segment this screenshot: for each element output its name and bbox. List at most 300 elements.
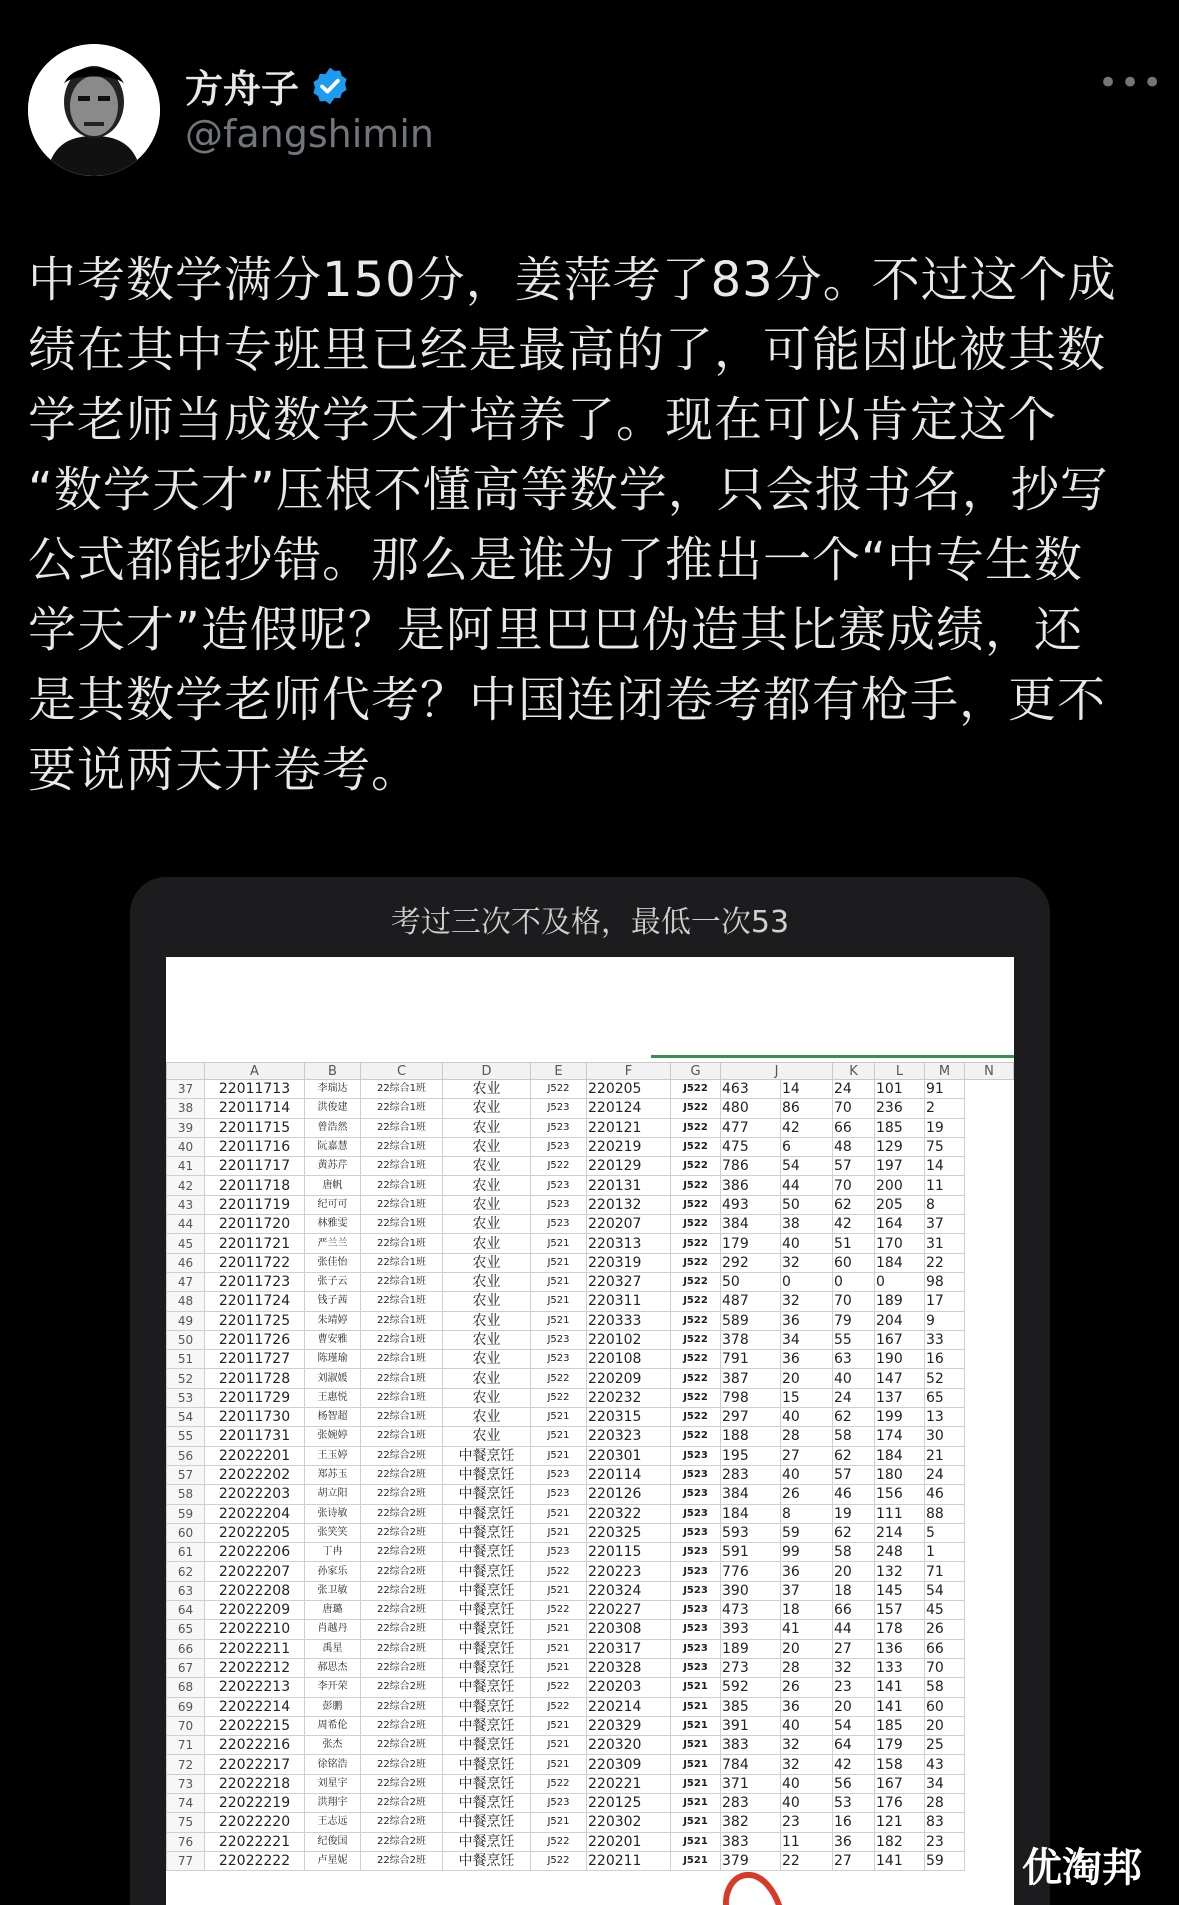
table-cell: 167 (875, 1330, 925, 1349)
table-cell: 59 (781, 1523, 833, 1542)
table-cell: J521 (531, 1620, 587, 1639)
table-cell: 158 (875, 1755, 925, 1774)
table-row (167, 1253, 1014, 1272)
table-cell: 32 (781, 1755, 833, 1774)
row-number: 60 (167, 1523, 205, 1542)
table-cell: 386 (721, 1176, 781, 1195)
table-cell: J523 (531, 1099, 587, 1118)
table-cell: 丁冉 (305, 1543, 361, 1562)
row-number: 44 (167, 1215, 205, 1234)
table-cell: 189 (721, 1639, 781, 1658)
table-cell: 60 (925, 1697, 965, 1716)
table-cell: 371 (721, 1774, 781, 1793)
table-cell: 184 (721, 1504, 781, 1523)
row-number: 77 (167, 1851, 205, 1870)
table-cell: J522 (531, 1601, 587, 1620)
table-cell: 杨智超 (305, 1408, 361, 1427)
table-cell: J522 (671, 1427, 721, 1446)
table-cell: 22011722 (205, 1253, 305, 1272)
table-row (167, 1697, 1014, 1716)
table-cell: 中餐烹饪 (443, 1716, 531, 1735)
table-cell: J521 (671, 1813, 721, 1832)
table-cell: 22综合1班 (361, 1099, 443, 1118)
table-cell: 中餐烹饪 (443, 1755, 531, 1774)
corner-cell (167, 1063, 205, 1080)
table-cell: 22022218 (205, 1774, 305, 1793)
table-cell: 22022207 (205, 1562, 305, 1581)
table-cell: 493 (721, 1195, 781, 1214)
row-number: 38 (167, 1099, 205, 1118)
table-cell: 220102 (587, 1330, 671, 1349)
table-cell: 中餐烹饪 (443, 1523, 531, 1542)
table-cell: 70 (833, 1099, 875, 1118)
table-cell: J522 (671, 1215, 721, 1234)
table-cell: 236 (875, 1099, 925, 1118)
table-row (167, 1774, 1014, 1793)
table-cell: J521 (531, 1504, 587, 1523)
table-cell: 591 (721, 1543, 781, 1562)
table-cell: J523 (671, 1581, 721, 1600)
table-cell: 徐铭浩 (305, 1755, 361, 1774)
table-cell: 22011724 (205, 1292, 305, 1311)
table-cell: 22022215 (205, 1716, 305, 1735)
table-cell: 李开荣 (305, 1678, 361, 1697)
table-row (167, 1272, 1014, 1291)
table-cell: 382 (721, 1813, 781, 1832)
table-cell: 8 (925, 1195, 965, 1214)
table-cell: J523 (671, 1543, 721, 1562)
table-cell: 农业 (443, 1330, 531, 1349)
table-cell: J521 (531, 1755, 587, 1774)
table-cell: 248 (875, 1543, 925, 1562)
table-cell: 22综合2班 (361, 1581, 443, 1600)
row-number: 76 (167, 1832, 205, 1851)
table-cell: J522 (531, 1774, 587, 1793)
table-cell: 164 (875, 1215, 925, 1234)
table-cell: 22022220 (205, 1813, 305, 1832)
row-number: 48 (167, 1292, 205, 1311)
table-cell: 220308 (587, 1620, 671, 1639)
table-cell: 22011728 (205, 1369, 305, 1388)
table-cell: J523 (531, 1465, 587, 1484)
table-cell: 郝思杰 (305, 1658, 361, 1677)
table-cell: 220219 (587, 1137, 671, 1156)
table-cell: 387 (721, 1369, 781, 1388)
column-header: A (205, 1063, 305, 1080)
table-cell: 农业 (443, 1388, 531, 1407)
table-cell: 20 (833, 1562, 875, 1581)
table-cell: 22综合2班 (361, 1832, 443, 1851)
table-cell: J523 (671, 1601, 721, 1620)
table-cell: 22综合1班 (361, 1330, 443, 1349)
table-cell: J521 (531, 1639, 587, 1658)
table-cell: 197 (875, 1157, 925, 1176)
table-cell: J523 (531, 1215, 587, 1234)
row-number: 37 (167, 1080, 205, 1099)
table-cell: 26 (781, 1678, 833, 1697)
row-number: 50 (167, 1330, 205, 1349)
table-cell: 204 (875, 1311, 925, 1330)
table-cell: 220227 (587, 1601, 671, 1620)
table-cell: 22综合2班 (361, 1639, 443, 1658)
row-number: 45 (167, 1234, 205, 1253)
table-cell: 475 (721, 1137, 781, 1156)
avatar[interactable] (28, 44, 160, 176)
table-cell: 776 (721, 1562, 781, 1581)
table-row (167, 1851, 1014, 1870)
table-cell: 张卫敏 (305, 1581, 361, 1600)
table-cell: 中餐烹饪 (443, 1581, 531, 1600)
table-cell: J522 (531, 1369, 587, 1388)
table-cell: 133 (875, 1658, 925, 1677)
column-header: C (361, 1063, 443, 1080)
table-cell: 54 (925, 1581, 965, 1600)
table-cell: 唐帆 (305, 1176, 361, 1195)
table-cell: 胡立阳 (305, 1485, 361, 1504)
row-number: 72 (167, 1755, 205, 1774)
table-cell: 137 (875, 1388, 925, 1407)
tweet-text: 中考数学满分150分，姜萍考了83分。不过这个成 绩在其中专班里已经是最高的了，可能因此被其数 学老师当成数学天才培养了。现在可以肯定这个 “数学天才”压根不懂高等数学，只会报书名，抄写 公式都能抄错。那么是谁为了推出一个“中专生数 学天才”造假呢？是阿里巴巴伪造其比赛成绩，还 是其数学老师代考？中国连闭卷考都有枪手，更不 要说两天开卷考。 (28, 252, 1117, 798)
table-cell: 157 (875, 1601, 925, 1620)
table-cell: 48 (833, 1137, 875, 1156)
table-cell: J521 (671, 1832, 721, 1851)
table-cell: J522 (671, 1099, 721, 1118)
table-cell: 张杰 (305, 1736, 361, 1755)
table-row (167, 1678, 1014, 1697)
table-cell: 220115 (587, 1543, 671, 1562)
row-number: 58 (167, 1485, 205, 1504)
table-cell: 786 (721, 1157, 781, 1176)
table-cell: 22022203 (205, 1485, 305, 1504)
watermark-text: 优淘邦 (1022, 1845, 1142, 1891)
table-cell: 40 (781, 1234, 833, 1253)
table-cell: 22综合2班 (361, 1465, 443, 1484)
table-cell: 农业 (443, 1195, 531, 1214)
table-cell: 22011725 (205, 1311, 305, 1330)
table-cell: 陈瑾瑜 (305, 1350, 361, 1369)
table-cell: 22综合1班 (361, 1408, 443, 1427)
table-cell: 22综合1班 (361, 1157, 443, 1176)
table-cell: J522 (671, 1272, 721, 1291)
table-cell: 22022216 (205, 1736, 305, 1755)
table-cell: 220320 (587, 1736, 671, 1755)
table-row (167, 1137, 1014, 1156)
table-cell: 40 (781, 1793, 833, 1812)
table-cell: 22综合1班 (361, 1234, 443, 1253)
table-row (167, 1330, 1014, 1349)
table-cell: 179 (721, 1234, 781, 1253)
table-cell: 390 (721, 1581, 781, 1600)
table-cell: 22综合2班 (361, 1813, 443, 1832)
image-caption: 考过三次不及格，最低一次53 (390, 905, 790, 940)
table-row (167, 1832, 1014, 1851)
table-cell: J522 (671, 1253, 721, 1272)
table-cell: 101 (875, 1080, 925, 1099)
table-row (167, 1388, 1014, 1407)
table-cell: 477 (721, 1118, 781, 1137)
table-cell: 22011717 (205, 1157, 305, 1176)
table-cell: 22综合2班 (361, 1523, 443, 1542)
table-cell: J521 (671, 1793, 721, 1812)
table-cell: 379 (721, 1851, 781, 1870)
column-header: K (833, 1063, 875, 1080)
table-cell: 195 (721, 1446, 781, 1465)
table-cell: 283 (721, 1793, 781, 1812)
table-cell: 中餐烹饪 (443, 1774, 531, 1793)
table-cell: 45 (925, 1601, 965, 1620)
table-cell: 185 (875, 1118, 925, 1137)
table-cell: 农业 (443, 1292, 531, 1311)
table-cell: 张婉婷 (305, 1427, 361, 1446)
table-cell: 220124 (587, 1099, 671, 1118)
table-cell: 56 (833, 1774, 875, 1793)
table-cell: 91 (925, 1080, 965, 1099)
table-cell: 220301 (587, 1446, 671, 1465)
attached-image[interactable] (130, 877, 1050, 1905)
table-cell: 22022204 (205, 1504, 305, 1523)
table-row (167, 1755, 1014, 1774)
table-cell: 220125 (587, 1793, 671, 1812)
table-cell: 张笑笑 (305, 1523, 361, 1542)
table-cell: 22综合2班 (361, 1716, 443, 1735)
table-cell: 174 (875, 1427, 925, 1446)
table-row (167, 1543, 1014, 1562)
table-cell: 王志远 (305, 1813, 361, 1832)
table-row (167, 1157, 1014, 1176)
table-row (167, 1408, 1014, 1427)
table-row (167, 1523, 1014, 1542)
row-number: 54 (167, 1408, 205, 1427)
table-cell: 38 (781, 1215, 833, 1234)
table-cell: 36 (781, 1350, 833, 1369)
table-cell: 297 (721, 1408, 781, 1427)
table-cell: J522 (671, 1118, 721, 1137)
table-cell: 71 (925, 1562, 965, 1581)
table-cell: 42 (833, 1755, 875, 1774)
user-handle[interactable]: @fangshimin (185, 112, 434, 156)
table-cell: 农业 (443, 1253, 531, 1272)
table-cell: 791 (721, 1350, 781, 1369)
table-cell: 22022202 (205, 1465, 305, 1484)
table-cell: 184 (875, 1253, 925, 1272)
table-row (167, 1465, 1014, 1484)
table-cell: 郑苏玉 (305, 1465, 361, 1484)
table-cell: 农业 (443, 1311, 531, 1330)
table-cell: J523 (671, 1504, 721, 1523)
table-cell: 220201 (587, 1832, 671, 1851)
table-cell: 593 (721, 1523, 781, 1542)
table-cell: 188 (721, 1427, 781, 1446)
table-cell: 9 (925, 1311, 965, 1330)
table-cell: 农业 (443, 1408, 531, 1427)
table-cell: 李瑞达 (305, 1080, 361, 1099)
row-number: 49 (167, 1311, 205, 1330)
table-cell: 283 (721, 1465, 781, 1484)
table-cell: 42 (833, 1215, 875, 1234)
table-cell: 22022201 (205, 1446, 305, 1465)
table-cell: 36 (781, 1562, 833, 1581)
table-row (167, 1562, 1014, 1581)
table-cell: J523 (531, 1485, 587, 1504)
table-cell: J523 (531, 1176, 587, 1195)
table-cell: 22022205 (205, 1523, 305, 1542)
table-cell: 18 (781, 1601, 833, 1620)
table-cell: 32 (781, 1253, 833, 1272)
row-number: 53 (167, 1388, 205, 1407)
column-header: B (305, 1063, 361, 1080)
table-cell: 卢星妮 (305, 1851, 361, 1870)
table-cell: J521 (531, 1446, 587, 1465)
table-cell: 62 (833, 1195, 875, 1214)
table-cell: 肖越丹 (305, 1620, 361, 1639)
table-cell: J522 (671, 1292, 721, 1311)
column-header: J (721, 1063, 833, 1080)
table-row (167, 1601, 1014, 1620)
author-name-row (185, 58, 351, 113)
table-cell: J522 (531, 1562, 587, 1581)
table-cell: 220207 (587, 1215, 671, 1234)
table-cell: 40 (781, 1716, 833, 1735)
table-cell: 220232 (587, 1388, 671, 1407)
column-header: D (443, 1063, 531, 1080)
table-cell: J523 (671, 1562, 721, 1581)
row-number: 68 (167, 1678, 205, 1697)
table-cell: 中餐烹饪 (443, 1851, 531, 1870)
table-cell: J523 (531, 1330, 587, 1349)
table-cell: J521 (671, 1736, 721, 1755)
table-cell: 50 (781, 1195, 833, 1214)
table-cell: 周希伦 (305, 1716, 361, 1735)
table-cell: J522 (671, 1350, 721, 1369)
display-name[interactable]: 方舟子 (185, 67, 300, 111)
table-cell: 220132 (587, 1195, 671, 1214)
table-cell: 22综合2班 (361, 1851, 443, 1870)
table-cell: 220121 (587, 1118, 671, 1137)
table-cell: 22022210 (205, 1620, 305, 1639)
table-cell: 30 (925, 1427, 965, 1446)
table-cell: J522 (671, 1234, 721, 1253)
table-row (167, 1639, 1014, 1658)
table-cell: 220221 (587, 1774, 671, 1793)
table-cell: J523 (531, 1137, 587, 1156)
more-options-icon[interactable]: ••• (1098, 63, 1165, 103)
table-cell: 57 (833, 1465, 875, 1484)
table-cell: 22综合1班 (361, 1195, 443, 1214)
table-cell: 220309 (587, 1755, 671, 1774)
table-cell: 63 (833, 1350, 875, 1369)
table-cell: 22011718 (205, 1176, 305, 1195)
table-cell: 21 (925, 1446, 965, 1465)
row-number: 64 (167, 1601, 205, 1620)
table-cell: 220311 (587, 1292, 671, 1311)
table-row (167, 1292, 1014, 1311)
table-cell: 592 (721, 1678, 781, 1697)
table-cell: 农业 (443, 1080, 531, 1099)
table-cell: 463 (721, 1080, 781, 1099)
table-cell: J522 (531, 1080, 587, 1099)
table-cell: 220333 (587, 1311, 671, 1330)
table-cell: 曾浩然 (305, 1118, 361, 1137)
table-cell: 22综合2班 (361, 1658, 443, 1677)
table-cell: 27 (781, 1446, 833, 1465)
table-cell: 220302 (587, 1813, 671, 1832)
table-cell: 65 (925, 1388, 965, 1407)
table-cell: J522 (671, 1137, 721, 1156)
table-cell: J523 (671, 1658, 721, 1677)
table-cell: J522 (671, 1176, 721, 1195)
table-cell: 23 (781, 1813, 833, 1832)
row-number: 65 (167, 1620, 205, 1639)
table-cell: 22综合2班 (361, 1485, 443, 1504)
table-cell: 22综合1班 (361, 1176, 443, 1195)
table-cell: 22011723 (205, 1272, 305, 1291)
column-header: M (925, 1063, 965, 1080)
table-cell: 42 (781, 1118, 833, 1137)
table-row (167, 1195, 1014, 1214)
table-cell: 40 (781, 1465, 833, 1484)
selection-border (651, 1055, 1014, 1058)
table-cell: 132 (875, 1562, 925, 1581)
table-row (167, 1080, 1014, 1099)
avatar-portrait-icon (28, 44, 160, 176)
table-cell: 27 (833, 1851, 875, 1870)
table-cell: 22综合1班 (361, 1388, 443, 1407)
table-cell: 32 (781, 1292, 833, 1311)
table-cell: 40 (781, 1774, 833, 1793)
table-row (167, 1658, 1014, 1677)
table-cell: J523 (671, 1465, 721, 1484)
table-cell: 58 (833, 1543, 875, 1562)
table-cell: 58 (925, 1678, 965, 1697)
row-number: 69 (167, 1697, 205, 1716)
table-cell: 22011727 (205, 1350, 305, 1369)
table-cell: 22011720 (205, 1215, 305, 1234)
table-cell: 0 (833, 1272, 875, 1291)
table-cell: 22011731 (205, 1427, 305, 1446)
table-cell: 16 (925, 1350, 965, 1369)
table-cell: 2 (925, 1099, 965, 1118)
table-cell: 22综合1班 (361, 1253, 443, 1272)
table-cell: 15 (781, 1388, 833, 1407)
table-cell: 36 (781, 1311, 833, 1330)
table-cell: 36 (781, 1697, 833, 1716)
table-row (167, 1118, 1014, 1137)
table-cell: 180 (875, 1465, 925, 1484)
table-cell: 1 (925, 1543, 965, 1562)
table-cell: J521 (531, 1523, 587, 1542)
table-cell: 220313 (587, 1234, 671, 1253)
table-cell: 44 (781, 1176, 833, 1195)
table-cell: 170 (875, 1234, 925, 1253)
column-header: E (531, 1063, 587, 1080)
table-cell: 中餐烹饪 (443, 1446, 531, 1465)
table-cell: 0 (781, 1272, 833, 1291)
table-cell: 44 (833, 1620, 875, 1639)
table-cell: 141 (875, 1697, 925, 1716)
table-cell: 农业 (443, 1099, 531, 1118)
row-number: 42 (167, 1176, 205, 1195)
table-cell: J521 (671, 1774, 721, 1793)
table-cell: 220129 (587, 1157, 671, 1176)
table-cell: 98 (925, 1272, 965, 1291)
table-cell: 22综合1班 (361, 1137, 443, 1156)
row-number: 71 (167, 1736, 205, 1755)
row-number: 47 (167, 1272, 205, 1291)
table-cell: 52 (925, 1369, 965, 1388)
row-number: 51 (167, 1350, 205, 1369)
table-cell: 王玉婷 (305, 1446, 361, 1465)
table-cell: 784 (721, 1755, 781, 1774)
